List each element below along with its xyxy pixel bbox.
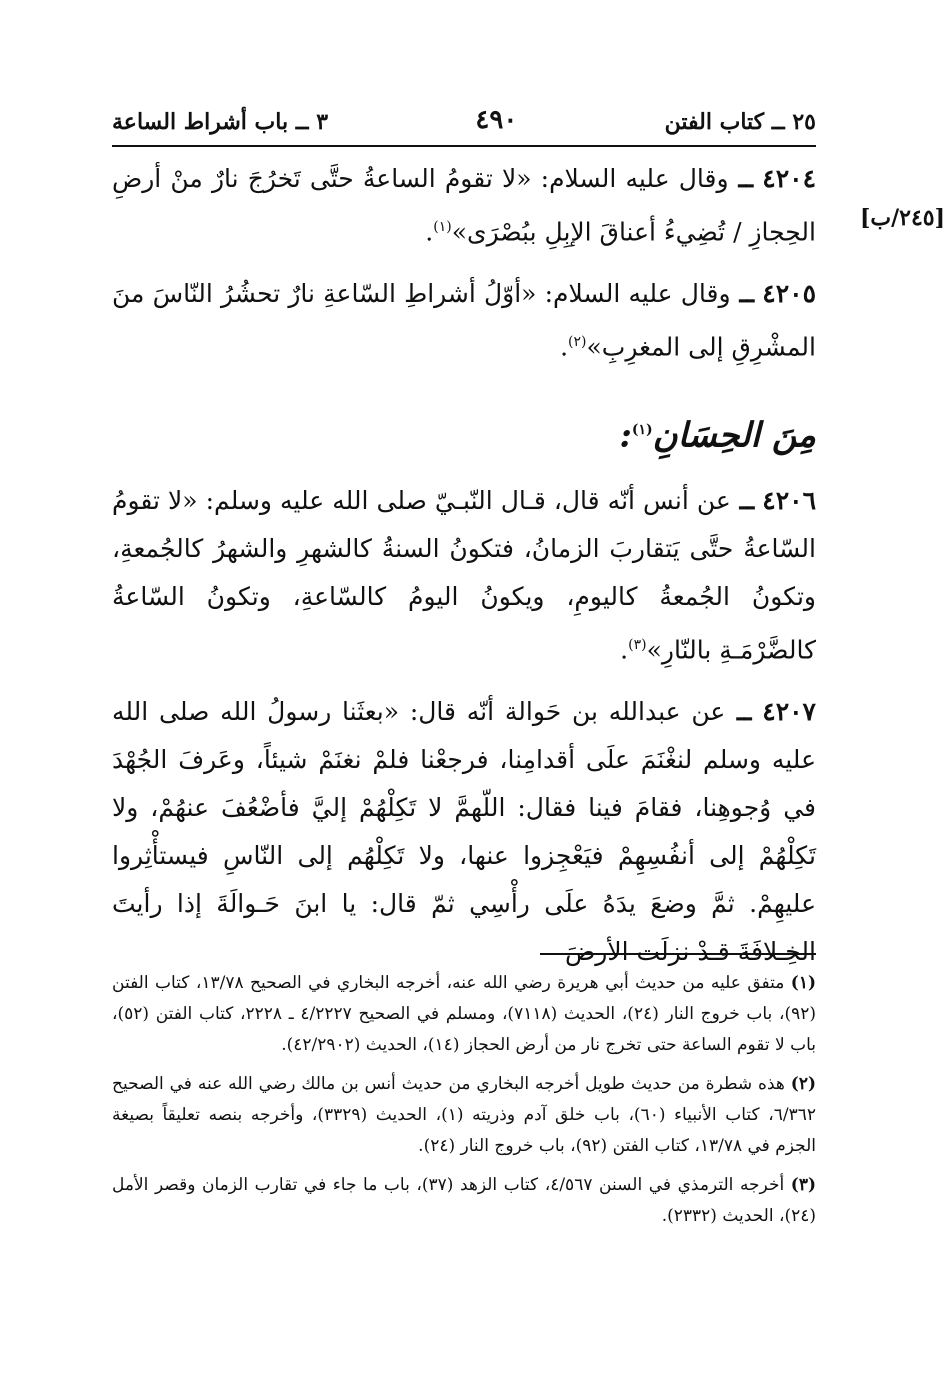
footnote-number: (٣) xyxy=(790,1175,816,1195)
hadith-number: ٤٢٠٦ xyxy=(762,485,816,515)
page-header xyxy=(112,95,816,135)
hadith-number: ٤٢٠٤ xyxy=(762,164,816,193)
hadith-entry xyxy=(112,155,816,256)
section-heading xyxy=(112,406,816,459)
page-number: ٤٩٠ xyxy=(475,105,518,135)
main-text xyxy=(112,155,816,990)
dash: ــ xyxy=(725,697,752,727)
end-punct: . xyxy=(560,332,569,362)
footnote xyxy=(112,1170,816,1232)
hadith-text: وقال عليه السلام: «أوّلُ أشراطِ السّاعةِ نارٌ تحشُرُ النّاسَ منَ المشْرِقِ إلى المغرِبِ» xyxy=(112,279,816,362)
footnote-number: (١) xyxy=(790,973,817,993)
header-rule xyxy=(112,145,816,147)
hadith-text: وقال عليه السلام: «لا تقومُ الساعةُ حتَّى تَخرُجَ نارٌ منْ أرضِ الحِجازِ / تُضِيءُ أعناقَ الإبِلِ ببُصْرَى» xyxy=(112,164,816,247)
section-colon: : xyxy=(619,414,632,455)
section-title-running: ٣ ــ باب أشراط الساعة xyxy=(112,109,329,135)
footnote-ref: (٢) xyxy=(568,334,587,351)
footnote xyxy=(112,968,816,1061)
footnote-text: متفق عليه من حديث أبي هريرة رضي الله عنه، أخرجه البخاري في الصحيح ١٣/٧٨، كتاب الفتن (٩٢)، باب خروج النار (٢٤)، الحديث (٧١١٨)، ومسلم في الصحيح ٤/٢٢٢٧ ـ ٢٢٢٨، كتاب الفتن (٥٢)، باب لا تقوم الساعة حتى تخرج نار من أرض الحجاز (١٤)، الحديث (٤٢/٢٩٠٢). xyxy=(112,973,816,1055)
hadith-entry xyxy=(112,477,816,674)
footnote-ref: (٣) xyxy=(628,636,647,653)
hadith-text: عن عبدالله بن حَوالة أنّه قال: «بعثَنا رسولُ الله صلى الله عليه وسلم لنغْنَمَ علَى أقدامِنا، فرجعْنا فلمْ نغنَمْ شيئاً، وعَرفَ الجُهْدَ في وُجوهِنا، فقامَ فينا فقال: اللّهمَّ لا تَكِلْهُمْ إليَّ فأضْعُفَ عنهُمْ، ولا تَكِلْهُمْ إلى أنفُسِهِمْ فيَعْجِزوا عنها، ولا تَكِلْهُم إلى النّاسِ فيستأْثِروا عليهِمْ. ثمَّ وضعَ يدَهُ علَى رأْسِي ثمّ قال: يا ابنَ حَـوالَةَ إذا رأيتَ الخِـلافَةَ قـدْ نزلَت الأرضَ xyxy=(112,697,816,967)
hadith-number: ٤٢٠٥ xyxy=(762,279,816,309)
footnote-rule xyxy=(540,953,816,955)
footnote-ref: (١) xyxy=(433,219,452,235)
section-heading-text: مِنَ الحِسَانِ xyxy=(652,414,816,455)
hadith-text: عن أنس أنّه قال، قـال النّبـيّ صلى الله عليه وسلم: «لا تقومُ السّاعةُ حتَّى يَتقاربَ الزمانُ، فتكونُ السنةُ كالشهرِ والشهرُ كالجُمعةِ، وتكونُ الجُمعةُ كاليومِ، ويكونُ اليومُ كالسّاعةِ، وتكونُ السّاعةُ كالضَّرْمَـةِ بالنّارِ» xyxy=(112,485,816,665)
dash: ــ xyxy=(730,485,755,515)
dash: ــ xyxy=(730,279,755,309)
footnote-number: (٢) xyxy=(790,1074,816,1094)
footnote-text: هذه شطرة من حديث طويل أخرجه البخاري من حديث أنس بن مالك رضي الله عنه في الصحيح ٦/٣٦٢، كتاب الأنبياء (٦٠)، باب خلق آدم وذريته (١)، الحديث (٣٣٢٩)، وأخرجه بنصه تعليقاً بصيغة الجزم في ١٣/٧٨، كتاب الفتن (٩٢)، باب خروج النار (٢٤). xyxy=(112,1074,816,1156)
footnote-ref: (١) xyxy=(631,421,653,438)
hadith-number: ٤٢٠٧ xyxy=(762,697,816,727)
footnotes xyxy=(112,968,816,1240)
end-punct: . xyxy=(620,635,629,665)
hadith-entry xyxy=(112,270,816,371)
chapter-title: ٢٥ ــ كتاب الفتن xyxy=(664,109,816,135)
margin-folio-note: [٢٤٥/ب] xyxy=(859,205,945,231)
end-punct: . xyxy=(425,217,434,247)
hadith-entry xyxy=(112,688,816,976)
footnote xyxy=(112,1069,816,1162)
footnote-text: أخرجه الترمذي في السنن ٤/٥٦٧، كتاب الزهد (٣٧)، باب ما جاء في تقارب الزمان وقصر الأمل (٢٤)، الحديث (٢٣٣٢). xyxy=(112,1175,816,1226)
dash: ــ xyxy=(728,164,754,193)
